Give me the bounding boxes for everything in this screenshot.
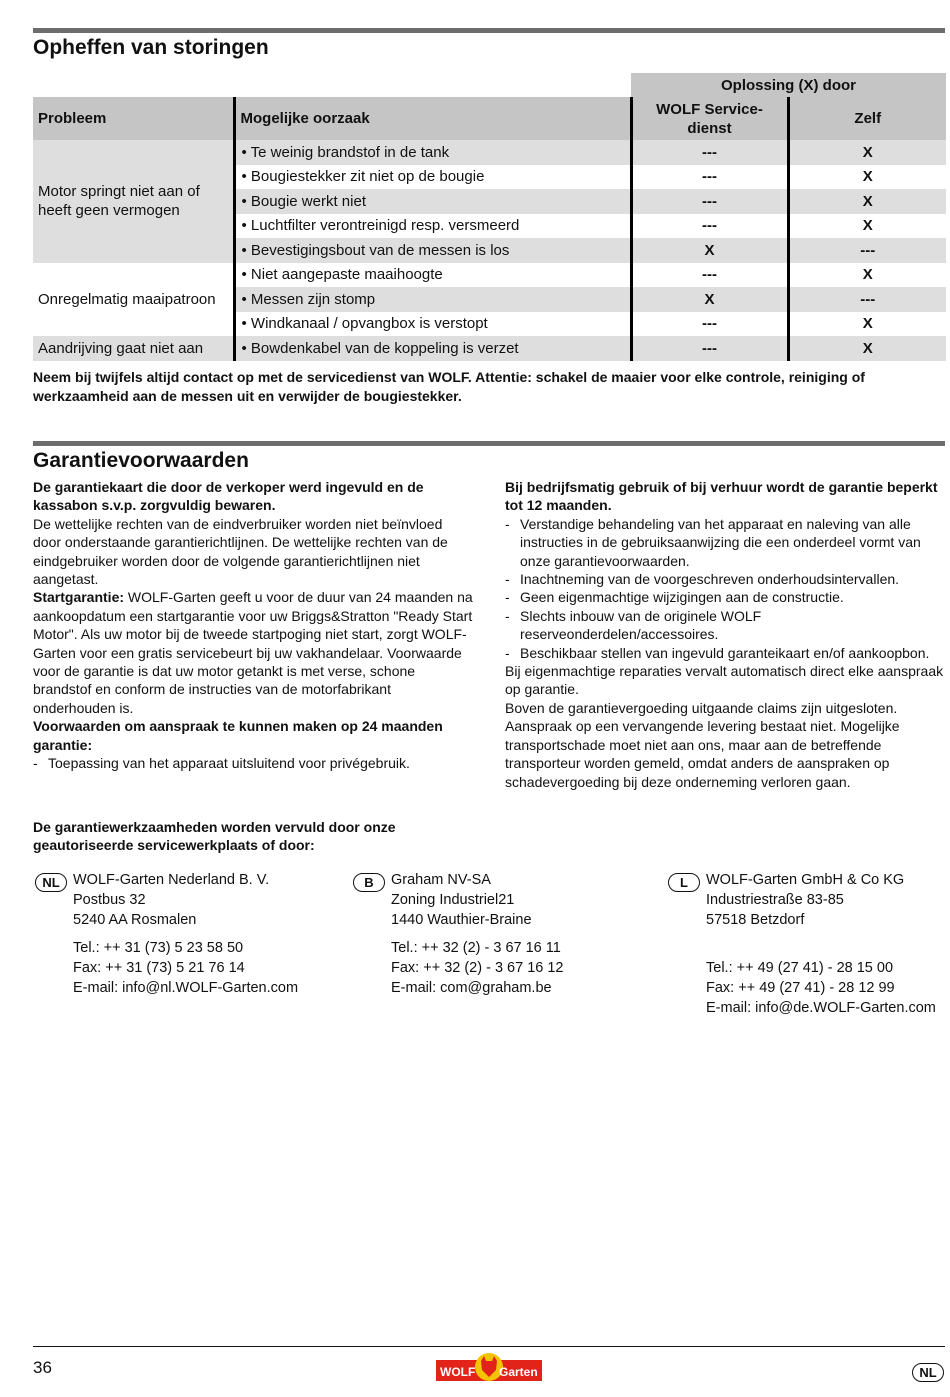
cause-text: Luchtfilter verontreinigd resp. versmeerd: [250, 217, 520, 235]
service-mark: ---: [631, 165, 788, 190]
contact-address: Industriestraße 83-85: [706, 892, 844, 908]
warranty-start-paragraph: [33, 588, 473, 717]
problem-cell: Motor springt niet aan of heeft geen vermogen: [33, 140, 234, 263]
contact-email: E-mail: info@de.WOLF-Garten.com: [706, 1000, 936, 1016]
service-mark: ---: [631, 140, 788, 165]
contact-phone: Tel.: ++ 49 (27 41) - 28 15 00: [706, 960, 894, 976]
bullet-icon: •: [241, 315, 251, 333]
problem-cell: Onregelmatig maaipatroon: [33, 263, 234, 337]
self-mark: X: [788, 165, 946, 190]
column-header-problem: Probleem: [33, 97, 234, 140]
contact-fax: Fax: ++ 31 (73) 5 21 76 14: [73, 960, 245, 976]
bullet-icon: •: [241, 266, 251, 284]
cause-text: Messen zijn stomp: [250, 290, 376, 308]
contact-name: Graham NV-SA: [391, 872, 491, 888]
cause-cell: [234, 312, 631, 337]
warranty-condition-item: - Verstandige behandeling van het apparaat en naleving van alle instructies in de gebruiksaanwijzing die een onderdeel vormt van onze garantievoorwaarden.: [505, 515, 945, 570]
contact-name: WOLF-Garten GmbH & Co KG: [706, 872, 905, 888]
cause-text: Niet aangepaste maaihoogte: [250, 266, 443, 284]
table-row: [33, 140, 946, 165]
contact-city: 57518 Betzdorf: [706, 912, 805, 928]
cause-text: Bevestigingsbout van de messen is los: [250, 241, 510, 259]
warranty-condition-item: - Geen eigenmachtige wijzigingen aan de constructie.: [505, 588, 945, 606]
warranty-condition-item: - Slechts inbouw van de originele WOLF reserveonderdelen/accessoires.: [505, 607, 945, 644]
footer-rule: [33, 1346, 945, 1347]
country-badge-nl: NL: [35, 873, 67, 892]
column-header-self: Zelf: [788, 97, 946, 140]
bullet-icon: •: [241, 290, 251, 308]
cause-text: Bowdenkabel van de koppeling is verzet: [250, 339, 519, 357]
troubleshooting-note: Neem bij twijfels altijd contact op met de servicedienst van WOLF. Attentie: schakel de maaier voor elke controle, reiniging of werkzaamheid aan de messen uit en verwijder de bougiestekker.: [33, 369, 865, 404]
self-mark: X: [788, 336, 946, 361]
cause-cell: [234, 263, 631, 288]
column-header-cause: Mogelijke oorzaak: [234, 97, 631, 140]
cause-cell: [234, 287, 631, 312]
cause-text: Windkanaal / opvangbox is verstopt: [250, 315, 488, 333]
contact-phone: Tel.: ++ 31 (73) 5 23 58 50: [73, 940, 244, 956]
cause-cell: [234, 336, 631, 361]
bullet-icon: •: [241, 217, 251, 235]
contact-nl: [73, 870, 298, 998]
contact-email: E-mail: com@graham.be: [391, 980, 552, 996]
warranty-condition-item: - Beschikbaar stellen van ingevuld garanteikaart en/of aankoopbon.: [505, 644, 945, 662]
warranty-left-column: [33, 478, 473, 773]
cause-text: Bougiestekker zit niet op de bougie: [250, 168, 485, 186]
cause-text: Te weinig brandstof in de tank: [250, 143, 450, 161]
table-row: [33, 336, 946, 361]
contact-b: [391, 870, 564, 998]
troubleshooting-body: [33, 140, 946, 361]
service-mark: ---: [631, 263, 788, 288]
contact-email: E-mail: info@nl.WOLF-Garten.com: [73, 980, 299, 996]
self-mark: X: [788, 312, 946, 337]
bullet-icon: •: [241, 143, 251, 161]
contact-city: 1440 Wauthier-Braine: [391, 912, 532, 928]
contact-fax: Fax: ++ 32 (2) - 3 67 16 12: [391, 960, 564, 976]
commercial-use-note: Bij bedrijfsmatig gebruik of bij verhuur wordt de garantie beperkt tot 12 maanden.: [505, 479, 938, 514]
contact-phone: Tel.: ++ 32 (2) - 3 67 16 11: [391, 940, 561, 956]
solution-header: Oplossing (X) door: [631, 73, 946, 97]
repair-void-note: Bij eigenmachtige reparaties vervalt automatisch direct elke aanspraak op garantie.: [505, 663, 944, 698]
bullet-icon: •: [241, 192, 251, 210]
contact-name: WOLF-Garten Nederland B. V.: [73, 872, 270, 888]
self-mark: X: [788, 263, 946, 288]
service-mark: X: [631, 287, 788, 312]
wolf-garten-logo: [436, 1352, 542, 1382]
table-row: [33, 263, 946, 288]
country-badge-b: B: [353, 873, 385, 892]
claims-excluded-note: Boven de garantievergoeding uitgaande claims zijn uitgesloten. Aanspraak op een vervangende levering bestaat niet. Mogelijke transportschade moet niet aan ons, maar aan de betreffende transporteur worden gemeld, omdat anders de aanspraken op schadevergoeding bij deze onderneming verloren gaan.: [505, 699, 900, 790]
warranty-title: Garantievoorwaarden: [33, 449, 249, 472]
service-heading: De garantiewerkzaamheden worden vervuld door onze geautoriseerde servicewerkplaats of door:: [33, 819, 396, 854]
contact-address: Postbus 32: [73, 892, 146, 908]
service-mark: ---: [631, 189, 788, 214]
country-badge-l: L: [668, 873, 700, 892]
bullet-icon: •: [241, 339, 251, 357]
cause-cell: [234, 165, 631, 190]
bullet-icon: •: [241, 241, 251, 259]
service-mark: ---: [631, 312, 788, 337]
contact-l: [706, 870, 936, 1018]
header-spacer: [33, 73, 631, 97]
self-mark: ---: [788, 287, 946, 312]
service-mark: ---: [631, 214, 788, 239]
column-header-service: WOLF Service- dienst: [631, 97, 788, 140]
page-number: 36: [33, 1358, 52, 1377]
section-rule-warranty: [33, 441, 945, 446]
self-mark: X: [788, 189, 946, 214]
bullet-icon: •: [241, 168, 251, 186]
self-mark: ---: [788, 238, 946, 263]
cause-cell: [234, 140, 631, 165]
logo-garten-text: Garten: [499, 1365, 538, 1379]
contact-fax: Fax: ++ 49 (27 41) - 28 12 99: [706, 980, 895, 996]
cause-cell: [234, 214, 631, 239]
troubleshooting-title: Opheffen van storingen: [33, 36, 269, 59]
language-badge: NL: [912, 1363, 944, 1382]
section-rule-troubleshooting: [33, 28, 945, 33]
troubleshooting-table: [33, 73, 946, 361]
start-guarantee-label: Startgarantie:: [33, 589, 125, 606]
warranty-condition-item: - Toepassing van het apparaat uitsluitend voor privégebruik.: [33, 754, 473, 772]
contact-address: Zoning Industriel21: [391, 892, 515, 908]
problem-cell: Aandrijving gaat niet aan: [33, 336, 234, 361]
logo-wolf-text: WOLF: [440, 1365, 476, 1379]
cause-cell: [234, 189, 631, 214]
warranty-right-column: [505, 478, 945, 791]
warranty-intro: De garantiekaart die door de verkoper werd ingevuld en de kassabon s.v.p. zorgvuldig bewaren.: [33, 479, 424, 514]
service-mark: X: [631, 238, 788, 263]
cause-text: Bougie werkt niet: [250, 192, 366, 210]
self-mark: X: [788, 214, 946, 239]
service-mark: ---: [631, 336, 788, 361]
warranty-legal-rights: De wettelijke rechten van de eindverbruiker worden niet beïnvloed door onderstaande garantierichtlijnen. De wettelijke rechten van de eindgebruiker worden door de volgende garantierichtlijnen niet aangetast.: [33, 515, 448, 588]
cause-cell: [234, 238, 631, 263]
warranty-conditions-heading: Voorwaarden om aanspraak te kunnen maken op 24 maanden garantie:: [33, 718, 443, 753]
start-guarantee-text: WOLF-Garten geeft u voor de duur van 24 maanden na aankoopdatum een startgarantie voor uw Briggs&Stratton "Ready Start Motor". Als uw motor bij de tweede startpoging niet start, zorgt WOLF-Garten voor een gratis servicebeurt bij uw vakhandelaar. Voorwaarde voor de garantie is dat uw motor getankt is met verse, schone brandstof en conform de instructies van de motorfabrikant onderhouden is.: [33, 589, 473, 716]
contact-city: 5240 AA Rosmalen: [73, 912, 197, 928]
self-mark: X: [788, 140, 946, 165]
warranty-condition-item: - Inachtneming van de voorgeschreven onderhoudsintervallen.: [505, 570, 945, 588]
